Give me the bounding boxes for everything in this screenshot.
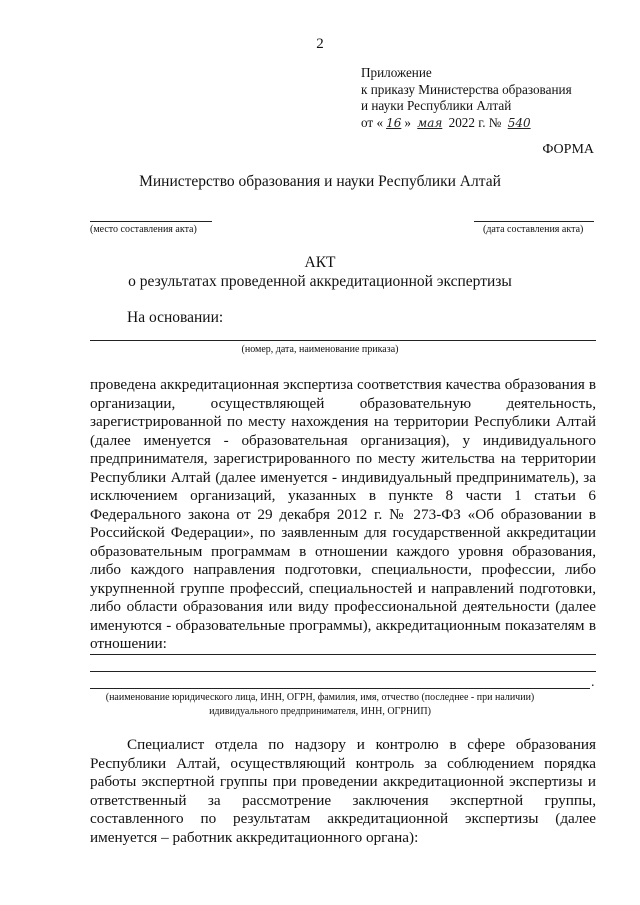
place-caption: (место составления акта) xyxy=(90,224,197,235)
date-caption: (дата составления акта) xyxy=(483,224,584,235)
appendix-line-1: Приложение xyxy=(361,65,432,80)
act-title: АКТ xyxy=(304,254,336,271)
handwritten-month: мая xyxy=(417,115,443,130)
appendix-header xyxy=(361,65,572,131)
specialist-paragraph: Специалист отдела по надзору и контролю в сфере образования Республики Алтай, осуществляющий контроль за соблюдением порядка работы экспертной группы при проведении аккредитационной экспертизы и ответственный за рассмотрение заключения экспертной группы, составленного по результатам аккредитационной экспертизы (далее именуется – работник аккредитационного органа): xyxy=(90,736,596,846)
place-line xyxy=(90,221,212,222)
handwritten-day: 16 xyxy=(386,115,402,130)
org-caption-2: идивидуального предпринимателя, ИНН, ОГРНИП) xyxy=(209,706,431,717)
basis-label: На основании: xyxy=(127,309,224,326)
org-line-2 xyxy=(90,671,596,672)
appendix-date-line xyxy=(361,115,572,132)
org-line-3 xyxy=(90,688,590,689)
appendix-line-2: к приказу Министерства образования xyxy=(361,81,572,97)
ministry-name: Министерство образования и науки Республики Алтай xyxy=(139,173,501,190)
date-year: 2022 г. № xyxy=(448,114,502,130)
date-prefix: от « xyxy=(361,114,384,130)
body-paragraph: проведена аккредитационная экспертиза соответствия качества образования в организации, осуществляющей образовательную деятельность, зарегистрированной по месту нахождения на территории Республики Алтай (далее именуется - образовательная организация), у индивидуального предпринимателя, зарегистрированного по месту жительства на территории Республики Алтай (далее именуется - индивидуальный предприниматель), за исключением организаций, указанных в пункте 8 части 1 статьи 6 Федерального закона от 29 декабря 2012 г. № 273-ФЗ «Об образовании в Российской Федерации», по заявленным для государственной аккредитации образовательным программам в отношении каждого уровня образования, либо каждого направления подготовки, специальности, профессии, либо укрупненной группе профессий, специальностей и направлений подготовки, либо области образования или виду профессиональной деятельности (далее именуются - образовательные программы), аккредитационным показателям в отношении: xyxy=(90,376,596,652)
handwritten-number: 540 xyxy=(507,115,531,130)
order-caption: (номер, дата, наименование приказа) xyxy=(241,344,399,355)
appendix-line-3: и науки Республики Алтай xyxy=(361,98,512,113)
org-line-dot: . xyxy=(591,675,595,690)
page-number: 2 xyxy=(316,36,324,52)
org-caption-1: (наименование юридического лица, ИНН, ОГРН, фамилия, имя, отчество (последнее - при наличии) xyxy=(105,692,535,703)
org-line-1 xyxy=(90,654,596,655)
date-line xyxy=(474,221,594,222)
form-label: ФОРМА xyxy=(542,142,594,157)
order-line xyxy=(90,340,596,341)
date-quote-close: » xyxy=(404,114,411,130)
act-subtitle: о результатах проведенной аккредитационной экспертизы xyxy=(128,273,512,290)
